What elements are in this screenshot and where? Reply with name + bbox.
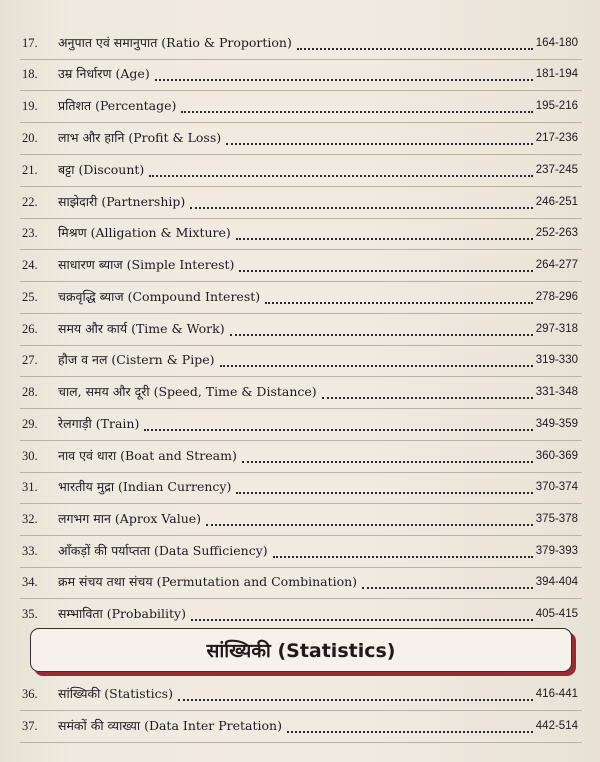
entry-title: सांख्यिकी (Statistics)	[58, 686, 173, 701]
entry-number: 26.	[22, 322, 38, 336]
row-divider	[20, 503, 582, 504]
entry-page-range: 379-393	[535, 545, 578, 557]
entry-page-range: 442-514	[535, 720, 578, 732]
entry-title: क्रम संचय तथा संचय (Permutation and Combination)	[58, 574, 358, 589]
entry-title: चाल, समय और दूरी (Speed, Time & Distance)	[58, 384, 317, 399]
entry-number: 27.	[22, 353, 38, 367]
entry-number: 34.	[22, 575, 38, 589]
entry-title: प्रतिशत (Percentage)	[58, 98, 177, 113]
entry-title: अनुपात एवं समानुपात (Ratio & Proportion)	[58, 35, 292, 50]
entry-number: 32.	[22, 512, 38, 526]
toc-entry[interactable]	[0, 349, 600, 371]
toc-entry[interactable]	[0, 127, 600, 149]
entry-page-range: 416-441	[535, 688, 578, 700]
entry-page-range: 246-251	[535, 196, 578, 208]
entry-title: उम्र निर्धारण (Age)	[58, 66, 150, 81]
dot-leader	[178, 697, 533, 701]
row-divider	[20, 218, 582, 219]
toc-entry[interactable]	[0, 413, 600, 435]
entry-title: रेलगाड़ी (Train)	[58, 416, 140, 431]
entry-number: 20.	[22, 131, 38, 145]
dot-leader	[220, 363, 533, 367]
entry-page-range: 319-330	[535, 354, 578, 366]
entry-number: 19.	[22, 99, 38, 113]
dot-leader	[190, 205, 533, 209]
toc-entry[interactable]	[0, 476, 600, 498]
row-divider	[20, 567, 582, 568]
toc-entry[interactable]	[0, 32, 600, 54]
entry-title: चक्रवृद्धि ब्याज (Compound Interest)	[58, 289, 261, 304]
dot-leader	[273, 554, 533, 558]
entry-title: समंकों की व्याख्या (Data Inter Pretation)	[58, 718, 282, 733]
entry-number: 29.	[22, 417, 38, 431]
entry-page-range: 252-263	[535, 227, 578, 239]
dot-leader	[181, 109, 533, 113]
toc-entry[interactable]	[0, 603, 600, 625]
dot-leader	[236, 490, 533, 494]
toc-entry[interactable]	[0, 381, 600, 403]
entry-page-range: 405-415	[535, 608, 578, 620]
dot-leader	[297, 46, 533, 50]
dot-leader	[239, 268, 533, 272]
row-divider	[20, 376, 582, 377]
toc-entry[interactable]	[0, 222, 600, 244]
entry-title: आँकड़ों की पर्याप्तता (Data Sufficiency)	[58, 543, 268, 558]
toc-entry[interactable]	[0, 254, 600, 276]
entry-page-range: 278-296	[535, 291, 578, 303]
row-divider	[20, 122, 582, 123]
dot-leader	[287, 729, 533, 733]
entry-number: 23.	[22, 226, 38, 240]
toc-entry[interactable]	[0, 191, 600, 213]
toc-entry[interactable]	[0, 63, 600, 85]
toc-entry[interactable]	[0, 715, 600, 737]
toc-entry[interactable]	[0, 318, 600, 340]
entry-page-range: 164-180	[535, 37, 578, 49]
dot-leader	[322, 395, 533, 399]
entry-title: साधारण ब्याज (Simple Interest)	[58, 257, 235, 272]
dot-leader	[242, 459, 533, 463]
entry-page-range: 217-236	[535, 132, 578, 144]
row-divider	[20, 249, 582, 250]
entry-number: 18.	[22, 67, 38, 81]
entry-number: 25.	[22, 290, 38, 304]
entry-page-range: 297-318	[535, 323, 578, 335]
entry-page-range: 370-374	[535, 481, 578, 493]
row-divider	[20, 472, 582, 473]
entry-page-range: 349-359	[535, 418, 578, 430]
entry-title: मिश्रण (Alligation & Mixture)	[58, 225, 231, 240]
entry-title: लाभ और हानि (Profit & Loss)	[58, 130, 222, 145]
dot-leader	[362, 585, 533, 589]
row-divider	[20, 535, 582, 536]
row-divider	[20, 186, 582, 187]
entry-page-range: 360-369	[535, 450, 578, 462]
dot-leader	[144, 427, 533, 431]
row-divider	[20, 154, 582, 155]
row-divider	[20, 742, 582, 743]
entry-page-range: 195-216	[535, 100, 578, 112]
entry-number: 24.	[22, 258, 38, 272]
entry-title: लगभग मान (Aprox Value)	[58, 511, 202, 526]
dot-leader	[206, 522, 533, 526]
entry-number: 22.	[22, 195, 38, 209]
entry-number: 31.	[22, 480, 38, 494]
dot-leader	[230, 332, 533, 336]
row-divider	[20, 440, 582, 441]
entry-title: सम्भाविता (Probability)	[58, 606, 186, 621]
entry-title: भारतीय मुद्रा (Indian Currency)	[58, 479, 232, 494]
entry-page-range: 394-404	[535, 576, 578, 588]
toc-entry[interactable]	[0, 571, 600, 593]
dot-leader	[149, 173, 533, 177]
entry-title: बट्टा (Discount)	[58, 162, 145, 177]
section-heading: सांख्यिकी (Statistics)	[206, 640, 396, 662]
row-divider	[20, 598, 582, 599]
row-divider	[20, 313, 582, 314]
toc-entry[interactable]	[0, 508, 600, 530]
row-divider	[20, 90, 582, 91]
entry-page-range: 237-245	[535, 164, 578, 176]
entry-number: 17.	[22, 36, 38, 50]
entry-number: 28.	[22, 385, 38, 399]
row-divider	[20, 59, 582, 60]
entry-number: 36.	[22, 687, 38, 701]
entry-title: समय और कार्य (Time & Work)	[58, 321, 225, 336]
entry-number: 21.	[22, 163, 38, 177]
row-divider	[20, 710, 582, 711]
entry-number: 30.	[22, 449, 38, 463]
entry-number: 33.	[22, 544, 38, 558]
dot-leader	[265, 300, 533, 304]
entry-number: 35.	[22, 607, 38, 621]
entry-page-range: 181-194	[535, 68, 578, 80]
row-divider	[20, 345, 582, 346]
toc-entry[interactable]	[0, 683, 600, 705]
entry-page-range: 375-378	[535, 513, 578, 525]
entry-number: 37.	[22, 719, 38, 733]
entry-title: साझेदारी (Partnership)	[58, 194, 186, 209]
entry-title: हौज व नल (Cistern & Pipe)	[58, 352, 215, 367]
toc-entry[interactable]	[0, 445, 600, 467]
entry-page-range: 331-348	[535, 386, 578, 398]
section-banner	[30, 628, 572, 672]
dot-leader	[155, 77, 533, 81]
toc-entry[interactable]	[0, 95, 600, 117]
toc-entry[interactable]	[0, 159, 600, 181]
entry-page-range: 264-277	[535, 259, 578, 271]
row-divider	[20, 408, 582, 409]
dot-leader	[236, 236, 533, 240]
entry-title: नाव एवं धारा (Boat and Stream)	[58, 448, 237, 463]
dot-leader	[191, 617, 533, 621]
toc-entry[interactable]	[0, 540, 600, 562]
toc-entry[interactable]	[0, 286, 600, 308]
row-divider	[20, 281, 582, 282]
dot-leader	[226, 141, 533, 145]
